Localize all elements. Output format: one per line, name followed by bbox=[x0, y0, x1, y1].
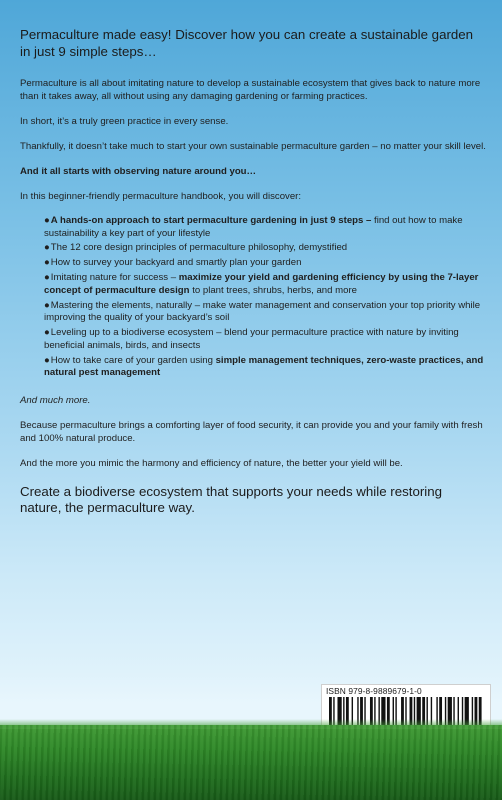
paragraph-observe: And it all starts with observing nature around you… bbox=[20, 166, 257, 177]
bullet-icon: ● bbox=[44, 242, 50, 254]
paragraph-much-more: And much more. bbox=[20, 394, 91, 406]
list-item-bold: maximize your yield and gardening efficiency by using the 7-layer concept of permaculture design bbox=[44, 272, 479, 296]
bullet-icon: ● bbox=[44, 257, 50, 269]
paragraph-thankfully: Thankfully, it doesn’t take much to start your own sustainable permaculture garden – no matter your skill level. bbox=[20, 141, 486, 152]
list-item-text: The 12 core design principles of permaculture philosophy, demystified bbox=[50, 242, 348, 254]
list-item-text: to plant trees, shrubs, herbs, and more bbox=[189, 284, 357, 296]
list-item-text: find out how to make sustainability a key part of your lifestyle bbox=[44, 215, 463, 239]
list-item-text: Leveling up to a biodiverse ecosystem – blend your permaculture practice with nature by inviting beneficial animals, birds, and insects bbox=[44, 327, 459, 351]
list-item bbox=[44, 355, 486, 380]
grass-texture bbox=[0, 725, 502, 800]
isbn-label: ISBN 979-8-9889679-1-0 bbox=[326, 686, 422, 696]
blurb bbox=[20, 26, 486, 517]
feature-list bbox=[20, 215, 486, 380]
bullet-icon: ● bbox=[44, 327, 50, 339]
closing-statement: Create a biodiverse ecosystem that supports your needs while restoring nature, the permaculture way. bbox=[20, 483, 443, 516]
list-item bbox=[44, 327, 486, 352]
list-item bbox=[44, 272, 486, 297]
list-item bbox=[44, 257, 486, 270]
paragraph-short: In short, it’s a truly green practice in every sense. bbox=[20, 116, 229, 127]
list-item-text: Imitating nature for success – bbox=[50, 272, 179, 284]
paragraph-food-security: Because permaculture brings a comforting layer of food security, it can provide you and your family with fresh and 100% natural produce. bbox=[20, 419, 483, 444]
list-item-bold: simple management techniques, zero-waste practices, and natural pest management bbox=[44, 354, 484, 379]
grass-strip bbox=[0, 725, 502, 800]
lead-heading: Permaculture made easy! Discover how you can create a sustainable garden in just 9 simple steps… bbox=[20, 27, 474, 59]
list-item bbox=[44, 215, 486, 240]
bullet-icon: ● bbox=[44, 215, 50, 226]
bullet-icon: ● bbox=[44, 354, 50, 366]
list-item bbox=[44, 300, 486, 325]
bullet-icon: ● bbox=[44, 299, 50, 311]
paragraph-harmony: And the more you mimic the harmony and efficiency of nature, the better your yield will be. bbox=[20, 457, 403, 469]
list-item-bold: A hands-on approach to start permaculture gardening in just 9 steps – bbox=[50, 215, 372, 226]
list-item-text: How to take care of your garden using bbox=[50, 354, 216, 366]
list-item-text: Mastering the elements, naturally – make water management and conservation your top priority while improving the quality of your backyard’s soil bbox=[44, 299, 481, 324]
list-item-text: How to survey your backyard and smartly plan your garden bbox=[50, 257, 302, 269]
list-item bbox=[44, 242, 486, 255]
paragraph-discover: In this beginner-friendly permaculture handbook, you will discover: bbox=[20, 191, 302, 202]
paragraph-intro: Permaculture is all about imitating nature to develop a sustainable ecosystem that gives back to nature more than it takes away, all without using any damaging gardening or farming practices. bbox=[20, 78, 481, 102]
bullet-icon: ● bbox=[44, 272, 50, 284]
